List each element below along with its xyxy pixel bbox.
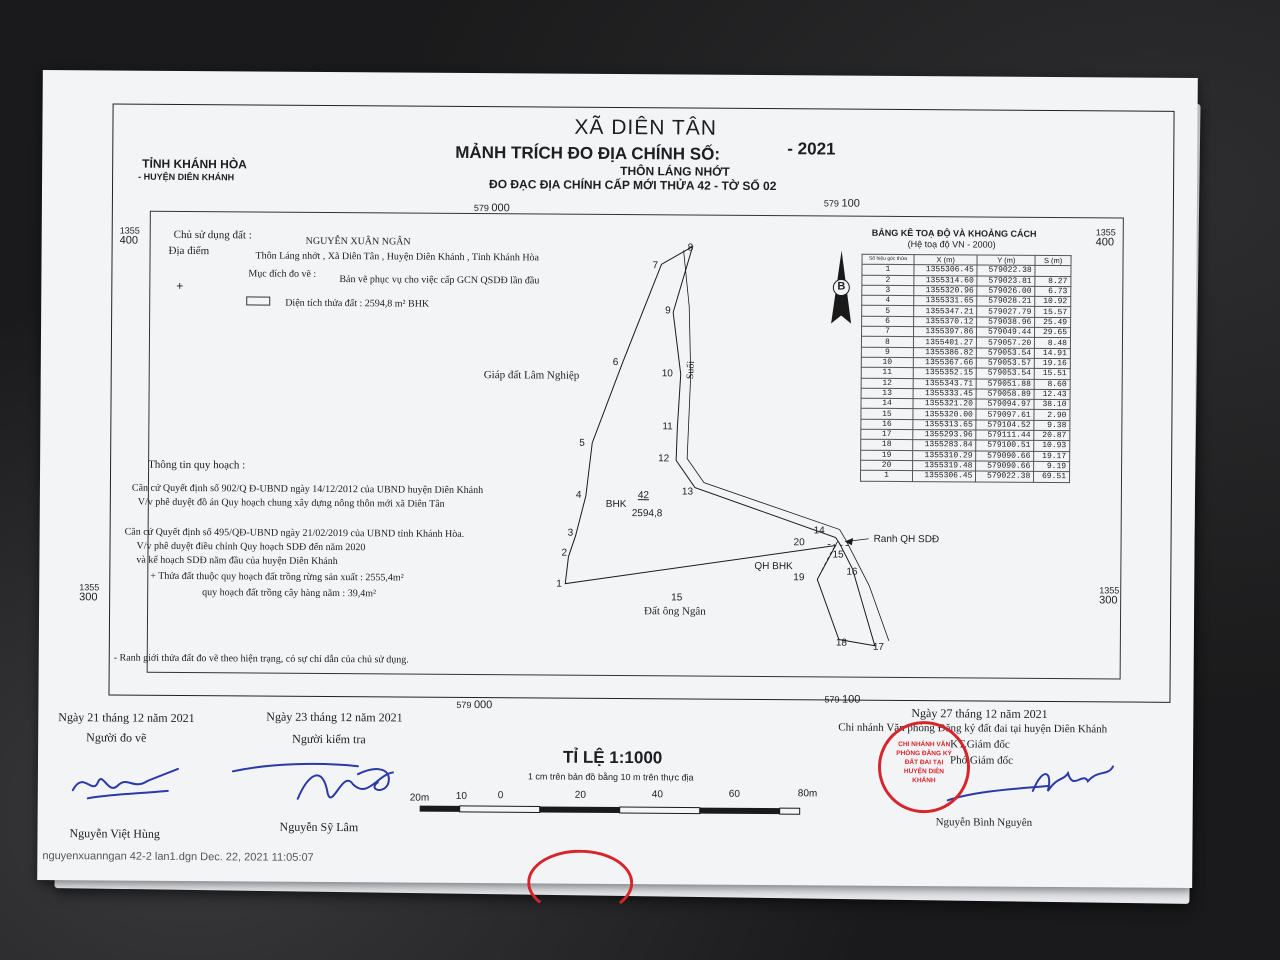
owner-name: NGUYỄN XUÂN NGÂN — [305, 235, 411, 248]
table-cell: 579090.66 — [976, 461, 1034, 472]
table-cell: 38.10 — [1034, 400, 1070, 411]
table-cell: 579053.57 — [977, 358, 1035, 369]
table-cell: 15.57 — [1035, 307, 1071, 318]
planning-line: V/v phê duyệt điều chỉnh Quy hoạch SDĐ đến năm 2020 — [136, 540, 366, 554]
table-cell: 579094.97 — [976, 399, 1034, 410]
district-label: - HUYỆN DIÊN KHÁNH — [138, 171, 235, 183]
table-cell: 579111.44 — [976, 430, 1034, 441]
point-label: 13 — [681, 486, 694, 498]
table-cell: 579027.79 — [977, 306, 1035, 317]
col-header: S (m) — [1035, 255, 1071, 266]
table-cell: 1 — [862, 264, 914, 275]
scale-tick: 40 — [651, 789, 663, 801]
table-cell: 579022.38 — [977, 265, 1035, 276]
point-label: 1 — [556, 578, 562, 590]
coord-table-title: BẢNG KÊ TOẠ ĐỘ VÀ KHOẢNG CÁCH — [871, 227, 1037, 239]
director-name: Nguyễn Bình Nguyên — [935, 816, 1033, 829]
table-cell: 20 — [861, 460, 913, 471]
planning-line: V/v phê duyệt đồ án Quy hoạch chung xây dựng nông thôn mới xã Diên Tân — [137, 496, 445, 510]
coord-table-subtitle: (Hệ toạ độ VN - 2000) — [907, 239, 996, 250]
table-cell: 10 — [861, 357, 913, 368]
table-cell: 17 — [861, 429, 913, 440]
scale-tick: 10 — [455, 790, 467, 802]
planning-title: Thông tin quy hoạch : — [148, 458, 246, 472]
table-cell: 579023.81 — [977, 276, 1035, 287]
table-cell: 69.51 — [1034, 472, 1070, 483]
cadastral-sheet — [37, 70, 1198, 888]
area-value: Diện tích thửa đất : 2594,8 m² BHK — [285, 297, 430, 310]
table-cell: 29.65 — [1035, 327, 1071, 338]
table-cell: 19.17 — [1034, 451, 1070, 462]
point-label: 15 — [832, 549, 844, 561]
north-label: B — [837, 280, 846, 293]
owner-label: Chủ sử dụng đất : — [173, 228, 252, 242]
scale-bar — [420, 806, 800, 815]
table-cell: 8.48 — [1035, 338, 1071, 349]
table-cell: 1 — [860, 470, 912, 481]
table-cell: 579104.52 — [976, 420, 1034, 431]
table-cell: 579051.88 — [977, 379, 1035, 390]
doc-subtitle: ĐO ĐẠC ĐỊA CHÍNH CẤP MỚI THỬA 42 - TỜ SỐ 02 — [489, 177, 777, 194]
table-cell: 1355283.84 — [913, 440, 976, 451]
surveyor-role: Người đo vẽ — [86, 730, 147, 745]
point-label: 20 — [793, 537, 805, 549]
table-cell: 14.91 — [1035, 348, 1071, 359]
table-cell: 1355293.96 — [913, 430, 976, 441]
table-cell: 1355370.12 — [914, 316, 977, 327]
table-cell: 579090.66 — [976, 451, 1034, 462]
scale-tick: 80m — [797, 788, 818, 800]
table-cell: 1355367.66 — [913, 358, 976, 369]
table-cell: 6 — [862, 316, 914, 327]
table-cell: 1355320.00 — [913, 409, 976, 420]
table-cell: 579057.20 — [977, 337, 1035, 348]
doc-year: - 2021 — [787, 139, 836, 159]
table-cell: 579097.61 — [976, 409, 1034, 420]
neighbor-label: Đất ông Ngân — [644, 605, 706, 618]
crosshair-icon: + — [176, 278, 184, 293]
forest-label: Giáp đất Lâm Nghiệp — [483, 369, 580, 382]
grid-right-bottom: 1355 300 — [1099, 585, 1120, 607]
table-cell — [1035, 266, 1071, 277]
table-cell: 12 — [861, 378, 913, 389]
table-cell: 579049.44 — [977, 327, 1035, 338]
grid-left-bottom: 1355 300 — [79, 582, 100, 604]
table-cell: 8.60 — [1034, 379, 1070, 390]
neighbor-number: 15 — [671, 592, 683, 604]
table-cell: 579038.96 — [977, 317, 1035, 328]
point-label: 2 — [561, 547, 568, 559]
table-cell: 16 — [861, 419, 913, 430]
point-label: 16 — [846, 566, 858, 578]
table-cell: 1355314.60 — [914, 275, 977, 286]
table-cell: 18 — [861, 440, 913, 451]
qh-label: QH BHK — [754, 560, 793, 573]
point-label: 10 — [661, 368, 673, 380]
table-cell: 19.16 — [1035, 358, 1071, 369]
ranh-label: Ranh QH SDĐ — [873, 533, 940, 546]
table-cell: 25.49 — [1035, 317, 1071, 328]
col-header: X (m) — [914, 255, 977, 266]
table-cell: 13 — [861, 388, 913, 399]
table-cell: 1355319.48 — [913, 460, 976, 471]
surveyor-signature — [68, 760, 188, 811]
table-cell: 1355310.29 — [913, 450, 976, 461]
table-cell: 579100.51 — [976, 440, 1034, 451]
checker-role: Người kiểm tra — [292, 731, 366, 747]
table-cell: 579028.21 — [977, 296, 1035, 307]
table-cell: 1355306.45 — [914, 265, 977, 276]
col-header: Y (m) — [977, 255, 1035, 266]
table-cell: 15.51 — [1034, 369, 1070, 380]
grid-top-right: 579 100 — [823, 197, 860, 210]
village-title: THÔN LÁNG NHỚT — [620, 164, 730, 179]
planning-line: Căn cứ Quyết định số 495/QĐ-UBND ngày 21/02/2019 của UBND tỉnh Khánh Hòa. — [124, 526, 465, 540]
office-name: Chi nhánh Văn phòng Đăng ký đất đai tại huyện Diên Khánh — [838, 721, 1108, 736]
parcel-boundary — [565, 246, 878, 646]
check-date: Ngày 23 tháng 12 năm 2021 — [266, 709, 403, 725]
scale-title: TỈ LỆ 1:1000 — [562, 747, 663, 768]
table-cell: 10.93 — [1034, 441, 1070, 452]
scale-tick: 20m — [409, 792, 430, 804]
table-cell: 1355343.71 — [913, 378, 976, 389]
location-label: Địa điểm — [168, 244, 210, 258]
planning-line: quy hoạch đất trồng cây hàng năm : 39,4m² — [202, 587, 377, 600]
parcel-area: 2594,8 — [631, 508, 663, 520]
scale-note: 1 cm trên bản đồ bằng 10 m trên thực địa — [527, 771, 694, 783]
point-label: 19 — [793, 572, 805, 584]
table-cell: 1355321.20 — [913, 399, 976, 410]
table-cell: 7 — [862, 326, 914, 337]
col-header: Số hiệu góc thửa — [862, 254, 914, 265]
stamp-text: CHI NHÁNH VĂN PHÒNG ĐĂNG KÝ ĐẤT ĐAI TẠI HUYỆN DIÊN KHÁNH — [896, 740, 952, 785]
grid-top-left: 579 000 — [473, 202, 510, 215]
table-cell: 2 — [862, 275, 914, 286]
grid-left-top: 1355 400 — [119, 225, 140, 247]
grid-right-top: 1355 400 — [1095, 227, 1116, 249]
location-value: Thôn Láng nhớt , Xã Diên Tân , Huyện Diên Khánh , Tỉnh Khánh Hòa — [255, 250, 540, 264]
table-cell: 1355397.86 — [913, 327, 976, 338]
checker-name: Nguyễn Sỹ Lâm — [279, 819, 359, 835]
stream-label: Suối — [685, 360, 697, 380]
coord-table — [860, 254, 1072, 483]
director-title: KT.Giám đốc — [950, 738, 1010, 751]
point-label: 3 — [567, 527, 574, 539]
table-cell: 579022.38 — [976, 471, 1034, 482]
file-name: nguyenxuanngan 42-2 lan1.dgn Dec. 22, 2021 11:05:07 — [42, 849, 314, 864]
table-cell: 9.38 — [1034, 420, 1070, 431]
table-cell: 20.87 — [1034, 430, 1070, 441]
table-cell: 579026.00 — [977, 286, 1035, 297]
table-cell: 1355386.82 — [913, 347, 976, 358]
scale-tick: 20 — [574, 789, 586, 801]
table-cell: 579053.54 — [977, 368, 1035, 379]
table-cell: 5 — [862, 306, 914, 317]
table-cell: 1355333.45 — [913, 388, 976, 399]
point-label: 17 — [872, 641, 884, 653]
purpose-value: Bản vẽ phục vụ cho việc cấp GCN QSDĐ lần đầu — [339, 274, 540, 287]
purpose-label: Mục đích đo vẽ : — [248, 268, 317, 280]
table-cell: 1355401.27 — [913, 337, 976, 348]
table-cell: 12.43 — [1034, 389, 1070, 400]
table-cell: 9 — [861, 347, 913, 358]
province-label: TỈNH KHÁNH HÒA — [142, 156, 247, 172]
table-cell: 8 — [861, 337, 913, 348]
table-row — [860, 470, 1069, 482]
commune-title: XÃ DIÊN TÂN — [574, 115, 718, 140]
surveyor-name: Nguyễn Việt Hùng — [69, 826, 160, 841]
scale-tick: 60 — [728, 788, 740, 800]
table-cell: 1355313.65 — [913, 419, 976, 430]
point-label: 4 — [575, 489, 582, 501]
table-cell: 10.92 — [1035, 297, 1071, 308]
table-cell: 1355331.65 — [914, 296, 977, 307]
scale-tick: 0 — [497, 790, 504, 802]
point-label: 8 — [687, 242, 694, 254]
table-cell: 15 — [861, 409, 913, 420]
deputy-title: Phó Giám đốc — [950, 754, 1014, 767]
table-cell: 1355347.21 — [914, 306, 977, 317]
checker-signature — [228, 753, 418, 814]
point-label: 12 — [658, 453, 670, 465]
table-cell: 3 — [862, 285, 914, 296]
boundary-note: - Ranh giới thửa đất đo vẽ theo hiện trạng, có sự chỉ dẫn của chủ sử dụng. — [113, 652, 409, 666]
table-cell: 8.27 — [1035, 276, 1071, 287]
doc-title: MẢNH TRÍCH ĐO ĐỊA CHÍNH SỐ: — [455, 142, 721, 164]
approval-date: Ngày 27 tháng 12 năm 2021 — [911, 706, 1048, 722]
parcel-number: 42 — [637, 490, 650, 502]
grid-bottom-right: 579 100 — [824, 693, 861, 706]
point-label: 9 — [665, 305, 671, 317]
table-cell: 1355352.15 — [913, 368, 976, 379]
ranh-arrow-icon — [846, 539, 869, 545]
point-label: 11 — [662, 421, 673, 433]
table-cell: 4 — [862, 295, 914, 306]
survey-date: Ngày 21 tháng 12 năm 2021 — [58, 710, 195, 726]
table-cell: 1355306.45 — [912, 471, 975, 482]
table-cell: 19 — [861, 450, 913, 461]
point-label: 6 — [612, 356, 619, 369]
point-label: 14 — [813, 525, 825, 537]
table-cell: 14 — [861, 398, 913, 409]
office-stamp — [878, 721, 971, 814]
partial-stamp — [527, 849, 633, 916]
planning-line: và kế hoạch SDĐ năm đầu của huyện Diên Khánh — [136, 554, 338, 568]
grid-bottom-left: 579 000 — [456, 699, 493, 712]
table-cell: 11 — [861, 367, 913, 378]
table-cell: 579053.54 — [977, 348, 1035, 359]
table-cell: 6.73 — [1035, 286, 1071, 297]
point-label: 18 — [835, 637, 848, 649]
table-cell: 579058.89 — [976, 389, 1034, 400]
table-cell: 2.90 — [1034, 410, 1070, 421]
table-cell: 9.19 — [1034, 461, 1070, 472]
planning-line: Căn cứ Quyết định số 902/Q Đ-UBND ngày 14/12/2012 của UBND huyện Diên Khánh — [131, 482, 484, 497]
point-label: 5 — [579, 437, 585, 449]
parcel-code: BHK — [605, 498, 627, 511]
point-label: 7 — [652, 260, 659, 272]
planning-line: + Thửa đất thuộc quy hoạch đất trồng rừng sản xuất : 2555,4m² — [150, 570, 404, 584]
table-cell: 1355320.96 — [914, 285, 977, 296]
